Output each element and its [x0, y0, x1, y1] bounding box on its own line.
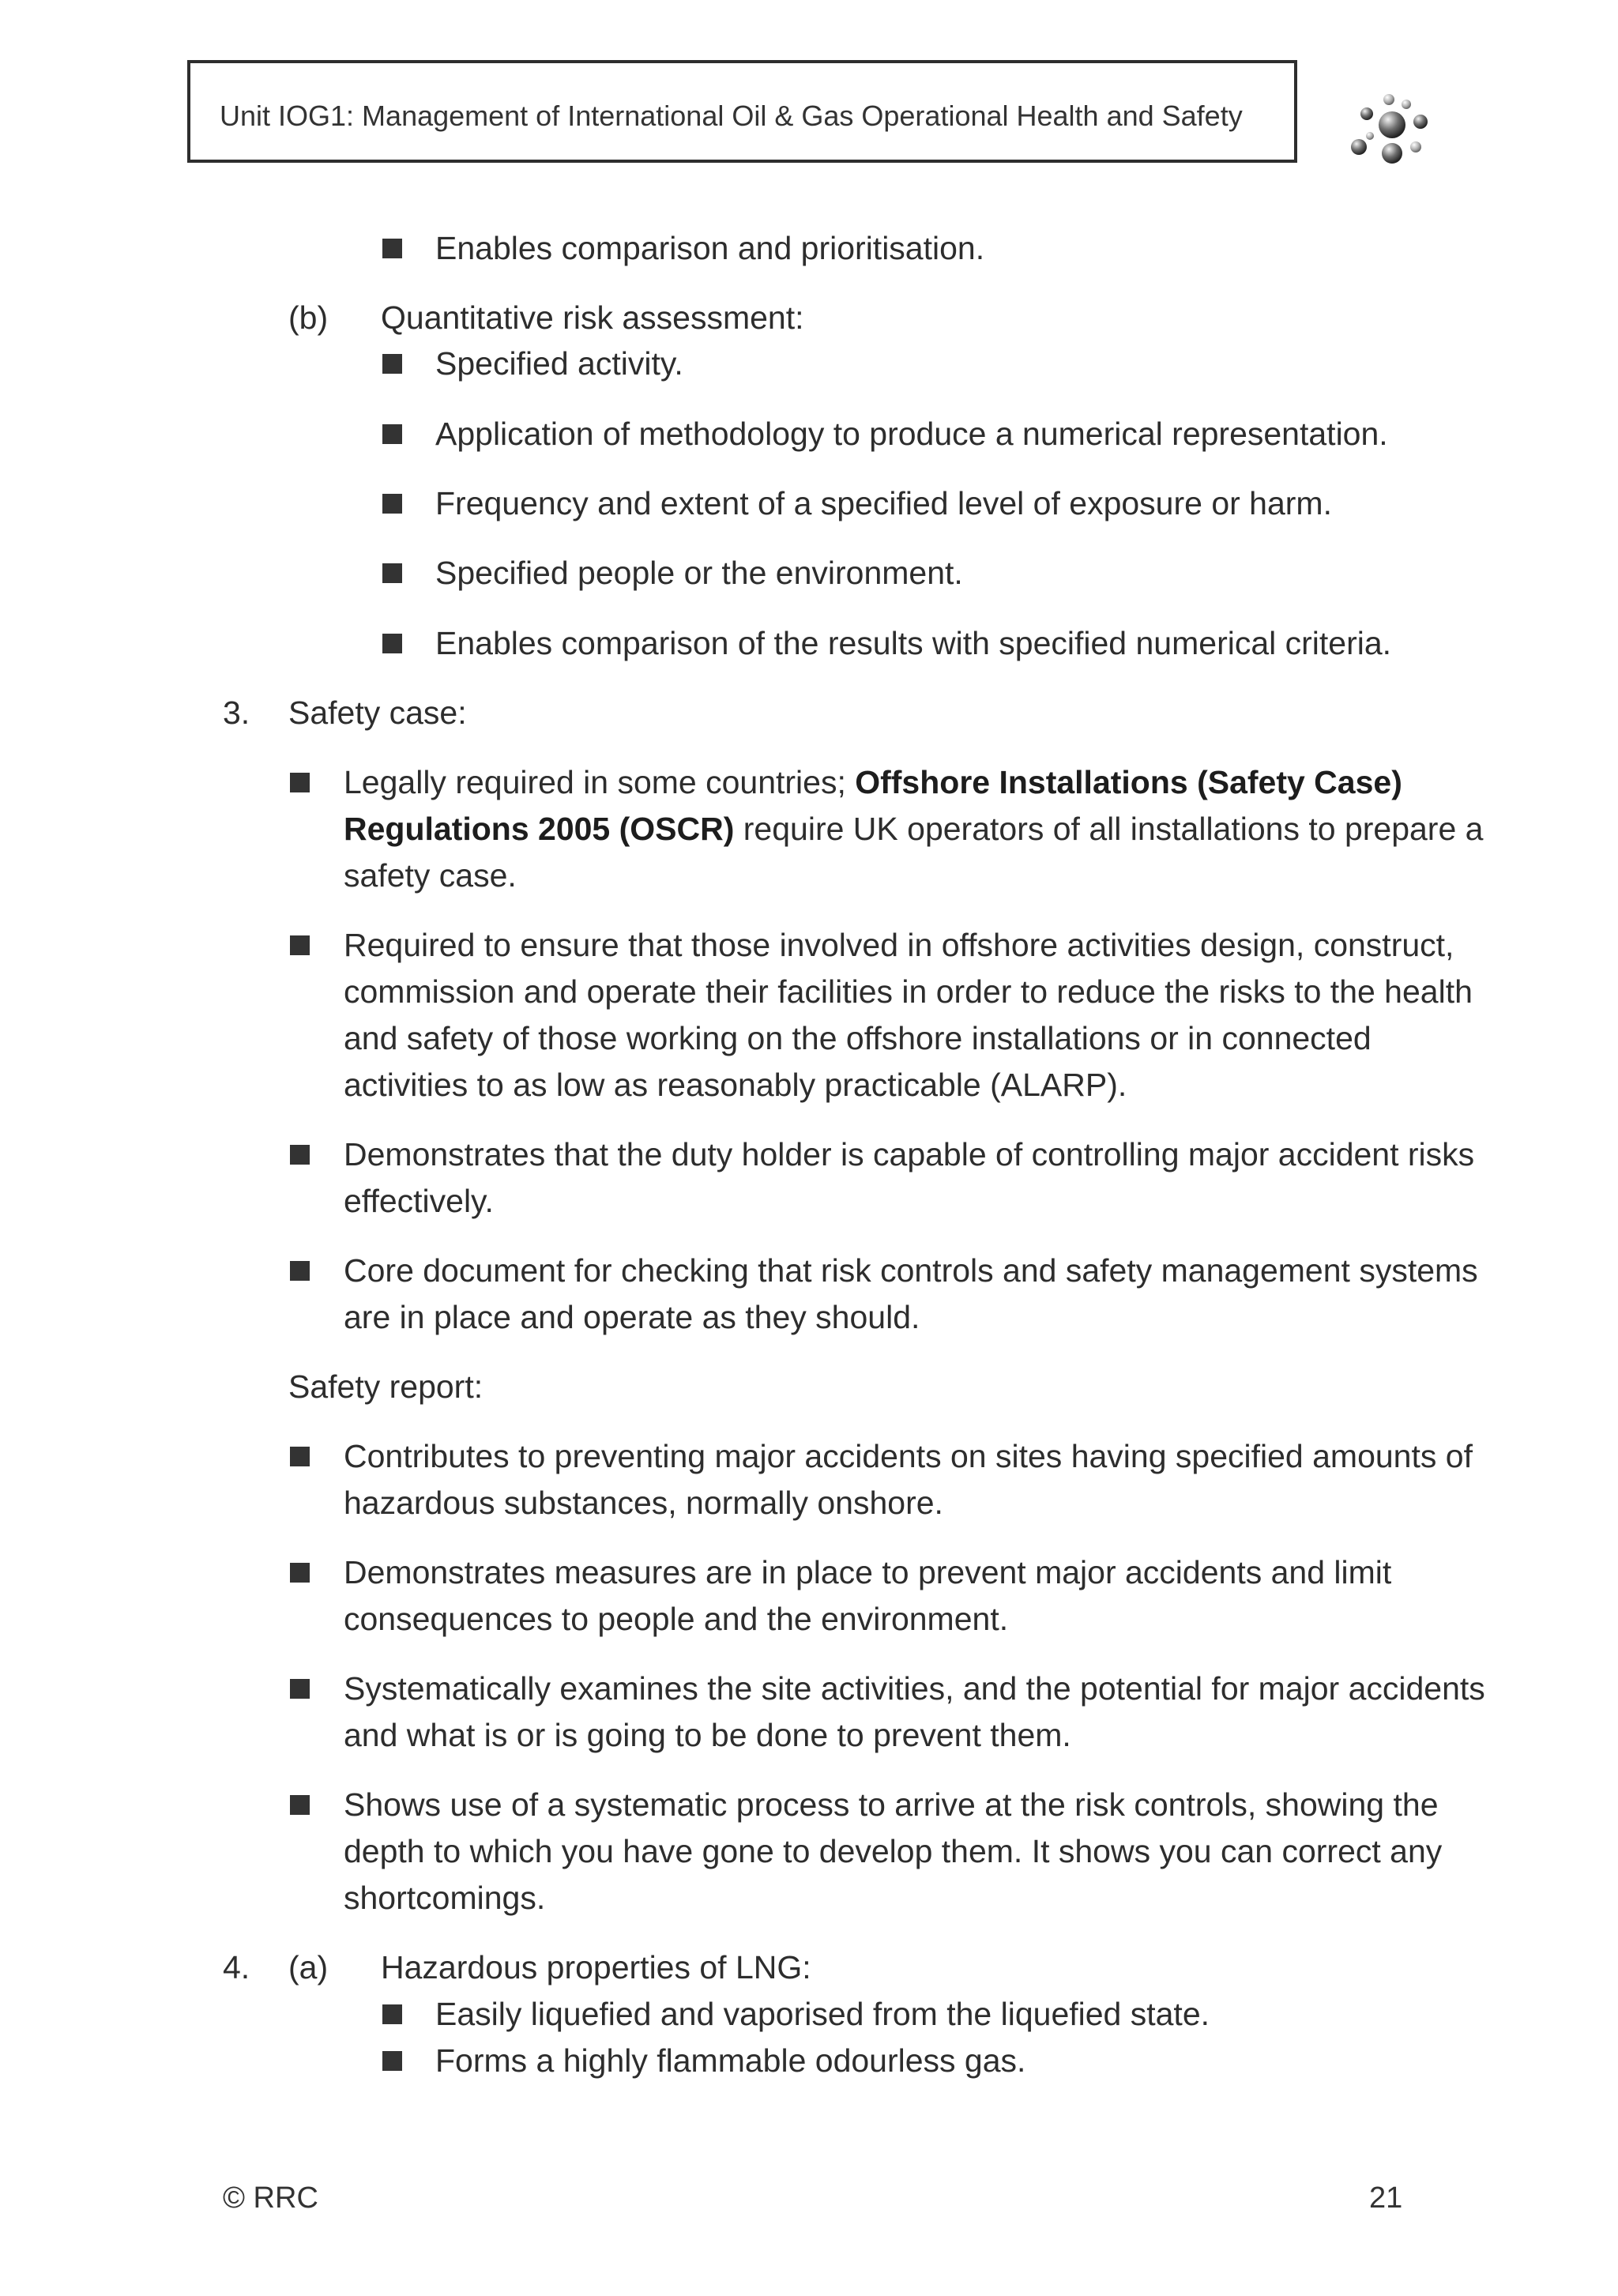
item-label: (a): [288, 1949, 329, 1985]
body-text: consequences to people and the environment.: [344, 1601, 1009, 1637]
body-text: Demonstrates measures are in place to prevent major accidents and limit: [344, 1554, 1392, 1590]
bullet-icon: [290, 1563, 310, 1583]
body-text: [344, 759, 1402, 806]
body-text-part: require UK operators of all installations to prepare a: [734, 811, 1484, 847]
bullet-icon: [382, 2004, 402, 2024]
bullet-icon: [382, 2051, 402, 2071]
bullet-icon: [382, 354, 402, 374]
bullet-icon: [382, 239, 402, 258]
body-text: are in place and operate as they should.: [344, 1299, 920, 1335]
bullet-icon: [290, 1679, 310, 1699]
body-text: Forms a highly flammable odourless gas.: [435, 2042, 1026, 2079]
body-text: Enables comparison and prioritisation.: [435, 230, 985, 266]
body-text: shortcomings.: [344, 1880, 546, 1916]
body-text: Application of methodology to produce a numerical representation.: [435, 416, 1388, 452]
item-title: Quantitative risk assessment:: [381, 299, 804, 336]
body-text: effectively.: [344, 1183, 494, 1219]
body-text: commission and operate their facilities in order to reduce the risks to the health: [344, 973, 1473, 1010]
section-title: Safety case:: [288, 694, 467, 731]
body-text: activities to as low as reasonably practicable (ALARP).: [344, 1067, 1127, 1103]
body-text: Specified people or the environment.: [435, 555, 963, 591]
body-text: Enables comparison of the results with specified numerical criteria.: [435, 625, 1392, 661]
question-number: 4.: [223, 1949, 250, 1985]
page-number: 21: [1369, 2181, 1403, 2215]
body-text: and what is or is going to be done to prevent them.: [344, 1717, 1071, 1753]
item-label: (b): [288, 299, 329, 336]
item-title: Hazardous properties of LNG:: [381, 1949, 811, 1985]
header-title: Unit IOG1: Management of International Oil & Gas Operational Health and Safety: [220, 100, 1243, 132]
body-text: Required to ensure that those involved in offshore activities design, construct,: [344, 927, 1454, 963]
body-text: Contributes to preventing major accidents on sites having specified amounts of: [344, 1438, 1473, 1474]
body-text: Systematically examines the site activities, and the potential for major accidents: [344, 1670, 1485, 1707]
body-text: and safety of those working on the offshore installations or in connected: [344, 1020, 1372, 1056]
body-text: hazardous substances, normally onshore.: [344, 1485, 943, 1521]
molecule-logo: [1343, 90, 1438, 169]
section-title: Safety report:: [288, 1368, 484, 1405]
bullet-icon: [382, 563, 402, 583]
body-text: safety case.: [344, 857, 517, 894]
body-text: Frequency and extent of a specified level of exposure or harm.: [435, 485, 1332, 521]
bullet-icon: [290, 1145, 310, 1165]
bullet-icon: [290, 935, 310, 955]
header-box: [187, 60, 1297, 163]
body-text: Shows use of a systematic process to arrive at the risk controls, showing the: [344, 1786, 1439, 1823]
bullet-icon: [290, 1795, 310, 1815]
footer-copyright: © RRC: [223, 2181, 318, 2215]
bullet-icon: [382, 424, 402, 444]
body-text: Specified activity.: [435, 345, 683, 382]
body-text-part: Legally required in some countries;: [344, 764, 856, 800]
bullet-icon: [382, 494, 402, 514]
body-text: depth to which you have gone to develop them. It shows you can correct any: [344, 1833, 1443, 1869]
bullet-icon: [290, 1447, 310, 1466]
body-text: Demonstrates that the duty holder is capable of controlling major accident risks: [344, 1136, 1475, 1172]
bullet-icon: [290, 773, 310, 792]
body-text: Easily liquefied and vaporised from the liquefied state.: [435, 1996, 1210, 2032]
question-number: 3.: [223, 694, 250, 731]
regulation-name: Offshore Installations (Safety Case): [855, 764, 1402, 800]
body-text: Core document for checking that risk controls and safety management systems: [344, 1252, 1478, 1289]
body-text: [344, 806, 1483, 853]
bullet-icon: [290, 1261, 310, 1281]
bullet-icon: [382, 634, 402, 653]
regulation-name: Regulations 2005 (OSCR): [344, 811, 735, 847]
